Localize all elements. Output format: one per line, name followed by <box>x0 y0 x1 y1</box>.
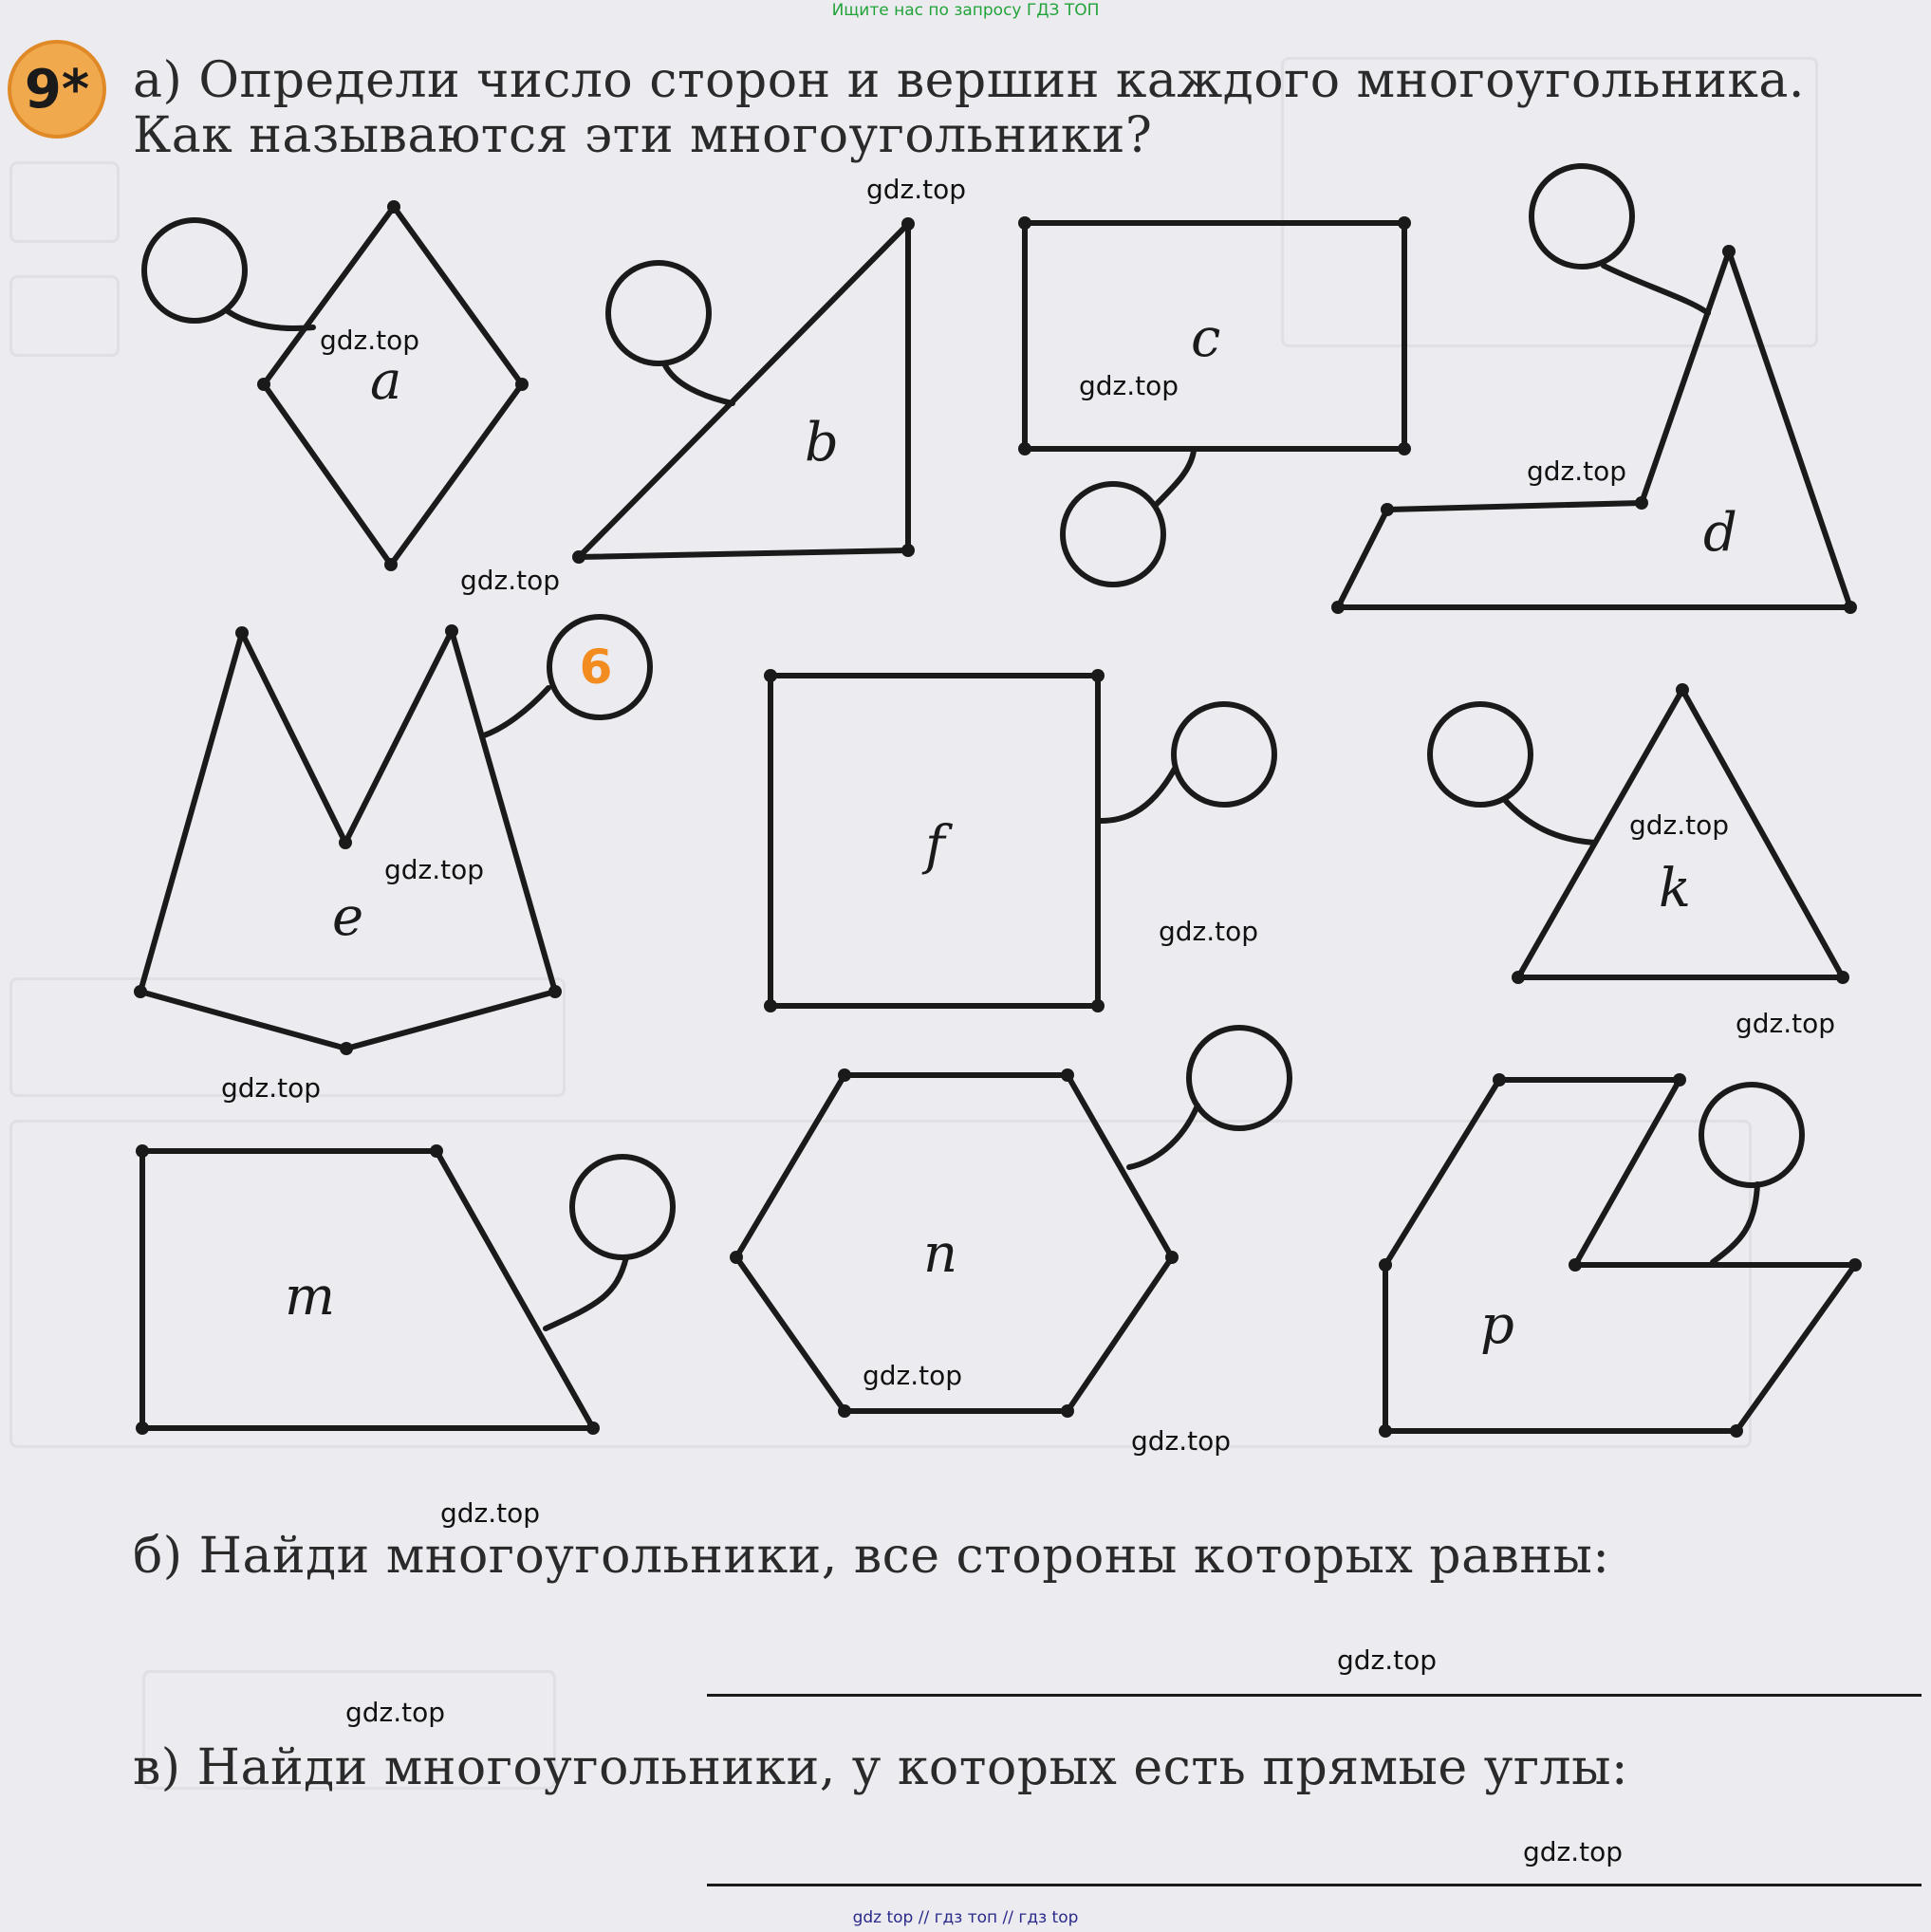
vertex-dot <box>1061 1404 1074 1418</box>
vertex-dot <box>572 550 585 564</box>
vertex-dot <box>1379 1424 1392 1438</box>
site-banner-bottom[interactable]: gdz top // гдз топ // гдз top <box>852 1908 1079 1927</box>
vertex-dot <box>1722 245 1736 258</box>
answer-circle-n <box>1189 1028 1290 1128</box>
vertex-dot <box>1673 1073 1686 1087</box>
vertex-dot <box>764 999 777 1012</box>
watermark: gdz.top <box>1736 1008 1836 1039</box>
label-f: f <box>925 815 945 877</box>
leader-line-b <box>664 363 733 403</box>
vertex-dot <box>586 1421 600 1435</box>
vertex-dot <box>1635 496 1648 510</box>
watermark: gdz.top <box>460 565 561 596</box>
watermark: gdz.top <box>1629 809 1730 841</box>
watermark: gdz.top <box>1527 455 1627 487</box>
polygon-d <box>1338 251 1850 607</box>
vertex-dot <box>1836 971 1849 984</box>
watermark: gdz.top <box>863 1360 963 1391</box>
label-e: e <box>332 886 364 948</box>
vertex-dot <box>340 1042 353 1055</box>
vertex-dot <box>1844 601 1857 614</box>
label-m: m <box>285 1266 336 1328</box>
site-banner-top[interactable]: Ищите нас по запросу ГДЗ ТОП <box>831 1 1100 20</box>
vertex-dot <box>1848 1258 1862 1272</box>
vertex-dot <box>1331 601 1345 614</box>
vertex-dot <box>1091 999 1105 1012</box>
vertex-dot <box>384 558 398 571</box>
label-d: d <box>1703 502 1737 564</box>
label-a: a <box>370 350 402 412</box>
answer-circle-f <box>1174 704 1274 805</box>
leader-line-c <box>1156 451 1194 505</box>
vertex-dot <box>1018 442 1031 455</box>
answer-line-b[interactable] <box>707 1694 1922 1697</box>
leader-line-m <box>546 1257 626 1328</box>
watermark: gdz.top <box>221 1072 322 1104</box>
watermark: gdz.top <box>1131 1425 1232 1457</box>
watermark: gdz.top <box>1079 370 1179 401</box>
answer-circle-m <box>572 1157 673 1257</box>
vertex-dot <box>901 544 915 557</box>
leader-line-a <box>228 311 313 328</box>
vertex-dot <box>1061 1068 1074 1082</box>
vertex-dot <box>257 378 270 391</box>
leader-line-k <box>1504 799 1594 843</box>
polygon-m <box>142 1151 593 1428</box>
vertex-dot <box>838 1404 851 1418</box>
leader-line-f <box>1101 769 1175 821</box>
vertex-dot <box>235 626 249 640</box>
vertex-dot <box>1730 1424 1743 1438</box>
question-a-line2: Как называются эти многоугольники? <box>133 107 1153 164</box>
answer-circle-b <box>608 263 709 363</box>
polygon-p <box>1385 1080 1855 1431</box>
leader-line-n <box>1129 1105 1198 1167</box>
answer-e-value: 6 <box>579 640 613 695</box>
vertex-dot <box>1165 1251 1179 1264</box>
vertex-dot <box>1512 971 1525 984</box>
label-p: p <box>1480 1294 1514 1356</box>
vertex-dot <box>136 1144 149 1158</box>
task-number-badge: 9* <box>8 40 106 139</box>
answer-circle-c <box>1063 484 1163 585</box>
answer-line-c[interactable] <box>707 1884 1922 1886</box>
label-n: n <box>923 1223 958 1285</box>
answer-circle-d <box>1532 166 1632 267</box>
vertex-dot <box>515 378 529 391</box>
watermark: gdz.top <box>440 1497 541 1529</box>
vertex-dot <box>764 669 777 682</box>
vertex-dot <box>730 1251 743 1264</box>
watermark: gdz.top <box>1523 1836 1624 1867</box>
vertex-dot <box>1398 216 1411 230</box>
vertex-dot <box>1676 683 1689 697</box>
vertex-dot <box>1398 442 1411 455</box>
vertex-dot <box>838 1068 851 1082</box>
leader-line-e <box>484 688 548 735</box>
answer-circle-p <box>1701 1085 1802 1185</box>
vertex-dot <box>430 1144 443 1158</box>
watermark: gdz.top <box>384 854 485 885</box>
watermark: gdz.top <box>1159 916 1259 947</box>
vertex-dot <box>339 836 352 849</box>
vertex-dot <box>901 217 915 231</box>
vertex-dot <box>134 985 147 998</box>
vertex-dot <box>1493 1073 1506 1087</box>
vertex-dot <box>1381 503 1394 516</box>
watermark: gdz.top <box>1337 1644 1438 1676</box>
vertex-dot <box>445 624 458 638</box>
question-c: в) Найди многоугольники, у которых есть прямые углы: <box>133 1739 1628 1796</box>
vertex-dot <box>1091 669 1105 682</box>
answer-circle-k <box>1430 704 1531 805</box>
leader-line-p <box>1713 1184 1757 1262</box>
question-a-line1: а) Определи число сторон и вершин каждого многоугольника. <box>133 52 1805 109</box>
watermark: gdz.top <box>345 1697 446 1728</box>
label-c: c <box>1191 307 1221 369</box>
vertex-dot <box>1018 216 1031 230</box>
answer-circle-a <box>144 220 245 321</box>
leader-line-d <box>1604 266 1708 313</box>
vertex-dot <box>548 985 562 998</box>
vertex-dot <box>1379 1258 1392 1272</box>
vertex-dot <box>1569 1258 1582 1272</box>
question-b: б) Найди многоугольники, все стороны которых равны: <box>133 1528 1610 1585</box>
watermark: gdz.top <box>866 174 967 205</box>
vertex-dot <box>387 200 400 214</box>
vertex-dot <box>136 1421 149 1435</box>
label-k: k <box>1659 858 1691 920</box>
label-b: b <box>805 412 839 474</box>
watermark: gdz.top <box>320 325 420 356</box>
